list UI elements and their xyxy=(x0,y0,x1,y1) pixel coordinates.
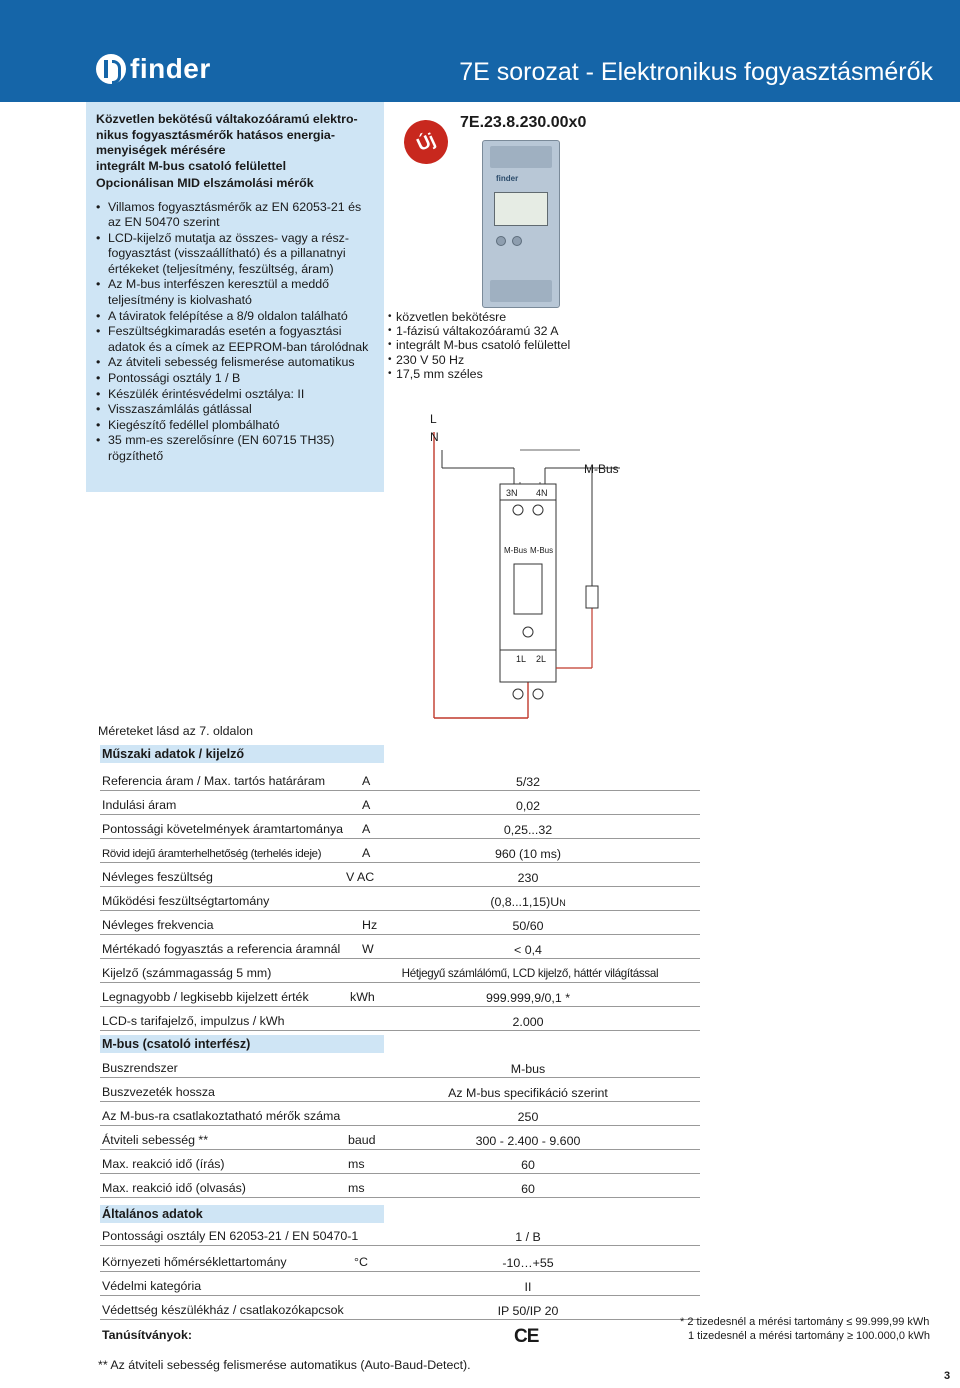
spec-value-sub: N xyxy=(559,898,566,908)
model-code: 7E.23.8.230.00x0 xyxy=(460,114,587,131)
spec-label: Az M-bus-ra csatlakoztatható mérők száma xyxy=(102,1109,341,1123)
spec-row xyxy=(100,1324,700,1344)
feature-item: • Visszaszámlálás gátlással xyxy=(96,402,376,418)
spec-value: 0,25...32 xyxy=(503,823,553,837)
spec-label: Referencia áram / Max. tartós határáram xyxy=(102,774,326,788)
spec-unit: ms xyxy=(348,1157,365,1171)
spec-value: 250 xyxy=(517,1110,539,1124)
terminal-1l: 1L xyxy=(516,654,527,664)
device-logo: finder xyxy=(496,174,519,183)
spec-label: Max. reakció idő (olvasás) xyxy=(102,1181,246,1195)
spec-label: Pontossági követelmények áramtartománya xyxy=(102,822,344,836)
product-feature: • 1-fázisú váltakozóáramú 32 A xyxy=(388,324,570,338)
feature-item: • Villamos fogyasztásmérők az EN 62053-21 és az EN 50470 szerint xyxy=(96,200,376,231)
spec-value: 60 xyxy=(521,1182,535,1196)
device-button xyxy=(496,236,506,246)
brand-name: finder xyxy=(130,53,211,84)
footnote-double-star: ** Az átviteli sebesség felismerése automatikus (Auto-Baud-Detect). xyxy=(98,1358,471,1372)
spec-label: Buszvezeték hossza xyxy=(102,1085,215,1099)
spec-value: 1 / B xyxy=(515,1230,541,1244)
feature-item: • 35 mm-es szerelősínre (EN 60715 TH35) rögzíthető xyxy=(96,433,376,464)
spec-unit: V AC xyxy=(346,870,375,884)
spec-label: Védettség készülékház / csatlakozókapcsok xyxy=(102,1303,344,1317)
spec-unit: A xyxy=(362,774,371,788)
spec-label: Mértékadó fogyasztás a referencia áramnál xyxy=(102,942,341,956)
feature-item: • Az átviteli sebesség felismerése automatikus xyxy=(96,355,376,371)
spec-label: Rövid idejű áramterhelhetőség (terhelés ideje) xyxy=(102,848,322,860)
spec-value: 5/32 xyxy=(515,775,541,789)
meter-display xyxy=(514,564,542,614)
footnote-star xyxy=(680,1316,930,1343)
bottom-terminal-block xyxy=(500,650,556,682)
wiring-diagram xyxy=(420,410,640,720)
section-mbus-header: M-bus (csatoló interfész) xyxy=(100,1035,384,1053)
page-number: 3 xyxy=(944,1370,951,1382)
spec-value: II xyxy=(524,1280,532,1294)
finder-logo xyxy=(96,52,211,86)
spec-label: Pontossági osztály EN 62053-21 / EN 50470-1 xyxy=(102,1229,359,1243)
product-feature: • közvetlen bekötésre xyxy=(388,310,570,324)
spec-value: 50/60 xyxy=(512,919,544,933)
spec-value: 230 xyxy=(517,871,539,885)
spec-label: Névleges feszültség xyxy=(102,870,213,884)
spec-label: Névleges frekvencia xyxy=(102,918,214,932)
footnote-star-line: * 2 tizedesnél a mérési tartomány ≤ 99.999,99 kWh xyxy=(680,1316,930,1328)
spec-value: IP 50/IP 20 xyxy=(497,1304,559,1318)
label-l: L xyxy=(430,412,437,426)
spec-label: Kijelző (számmagasság 5 mm) xyxy=(102,966,272,980)
spec-unit: A xyxy=(362,822,371,836)
spec-unit: W xyxy=(362,942,374,956)
feature-title-line: Közvetlen bekötésű váltakozóáramú elektro- xyxy=(96,112,358,126)
spec-unit: Hz xyxy=(362,918,378,932)
spec-value: M-bus xyxy=(510,1062,546,1076)
spec-unit: A xyxy=(362,798,371,812)
certifications-label: Tanúsítványok: xyxy=(102,1328,192,1342)
section-display-header: Műszaki adatok / kijelző xyxy=(100,745,384,763)
footnote-star-line: 1 tizedesnél a mérési tartomány ≥ 100.000,0 kWh xyxy=(688,1329,931,1342)
dimensions-note: Méreteket lásd az 7. oldalon xyxy=(98,724,253,738)
terminal-screw xyxy=(533,505,543,515)
terminal-2l: 2L xyxy=(536,654,547,664)
product-feature: • integrált M-bus csatoló felülettel xyxy=(388,338,570,352)
spec-label: LCD-s tarifajelző, impulzus / kWh xyxy=(102,1014,285,1028)
device-image xyxy=(482,140,560,308)
spec-label: Környezeti hőmérséklettartomány xyxy=(102,1255,287,1269)
load-resistor xyxy=(586,586,598,608)
feature-box xyxy=(86,102,384,492)
wiring-svg xyxy=(420,410,640,720)
feature-list xyxy=(96,200,376,465)
feature-item: • Az M-bus interfészen keresztül a meddő teljesítmény is kiolvasható xyxy=(96,277,376,308)
spec-value: 0,02 xyxy=(515,799,541,813)
spec-unit: kWh xyxy=(350,990,375,1004)
product-feature: • 230 V 50 Hz xyxy=(388,353,570,367)
terminal-mbus-a: M-Bus xyxy=(504,546,528,555)
spec-label: Buszrendszer xyxy=(102,1061,178,1075)
spec-value: -10…+55 xyxy=(502,1256,554,1270)
feature-title-line: nikus fogyasztásmérők hatásos energia- xyxy=(96,127,335,142)
spec-value: 999.999,9/0,1 * xyxy=(485,991,571,1005)
feature-item: • Készülék érintésvédelmi osztálya: II xyxy=(96,387,376,403)
terminal-screw xyxy=(513,689,523,699)
terminal-screw xyxy=(533,689,543,699)
ce-mark: CE xyxy=(514,1326,539,1347)
spec-label: Legnagyobb / legkisebb kijelzett érték xyxy=(102,990,309,1004)
spec-unit: baud xyxy=(348,1133,376,1147)
new-badge: Új xyxy=(397,113,455,171)
spec-value-main: (0,8...1,15)U xyxy=(490,895,560,909)
product-feature: • 17,5 mm széles xyxy=(388,367,570,381)
device-bottom-terminals xyxy=(490,280,552,302)
label-mbus: M-Bus xyxy=(584,462,619,476)
device-button xyxy=(512,236,522,246)
terminal-mbus-b: M-Bus xyxy=(530,546,554,555)
page-header xyxy=(0,0,960,102)
device-top-terminals xyxy=(490,146,552,168)
spec-value: Az M-bus specifikáció szerint xyxy=(448,1086,608,1100)
spec-unit: °C xyxy=(354,1255,368,1269)
spec-label: Max. reakció idő (írás) xyxy=(102,1157,225,1171)
spec-unit: ms xyxy=(348,1181,365,1195)
terminal-3n: 3N xyxy=(506,488,518,498)
feature-item: • Feszültségkimaradás esetén a fogyasztási adatok és a címek az EEPROM-ban tárolódnak xyxy=(96,324,376,355)
spec-value xyxy=(384,895,672,909)
label-n: N xyxy=(430,430,439,444)
series-title: 7E sorozat - Elektronikus fogyasztásmérők xyxy=(459,58,933,86)
spec-value: 300 - 2.400 - 9.600 xyxy=(475,1134,581,1148)
spec-label: Védelmi kategória xyxy=(102,1279,202,1293)
spec-value: Hétjegyű számlálómű, LCD kijelző, háttér világítással xyxy=(401,967,659,980)
product-feature-list xyxy=(388,310,570,381)
spec-unit: A xyxy=(362,846,371,860)
terminal-screw xyxy=(513,505,523,515)
feature-item: • Kiegészítő fedéllel plombálható xyxy=(96,418,376,434)
feature-item: • A táviratok felépítése a 8/9 oldalon található xyxy=(96,309,376,325)
spec-label: Indulási áram xyxy=(102,798,177,812)
meter-button xyxy=(523,627,533,637)
spec-value: 2.000 xyxy=(512,1015,544,1029)
device-lcd xyxy=(494,192,548,226)
section-general-header: Általános adatok xyxy=(100,1205,384,1223)
feature-title-line: integrált M-bus csatoló felülettel xyxy=(96,158,287,173)
spec-label: Átviteli sebesség ** xyxy=(102,1133,209,1147)
spec-label: Működési feszültségtartomány xyxy=(102,894,270,908)
feature-title-line: menyiségek mérésére xyxy=(96,143,226,157)
spec-value: 960 (10 ms) xyxy=(494,847,562,861)
feature-subtitle: Opcionálisan MID elszámolási mérők xyxy=(96,176,314,190)
terminal-4n: 4N xyxy=(536,488,548,498)
spec-value: 60 xyxy=(521,1158,535,1172)
finder-logo-icon xyxy=(96,54,126,84)
spec-value: < 0,4 xyxy=(514,943,542,957)
feature-item: • LCD-kijelző mutatja az összes- vagy a rész- fogyasztást (visszaállítható) és a pillanatnyi értékeket (teljesítmény, feszültség, áram) xyxy=(96,231,376,278)
feature-item: • Pontossági osztály 1 / B xyxy=(96,371,376,387)
